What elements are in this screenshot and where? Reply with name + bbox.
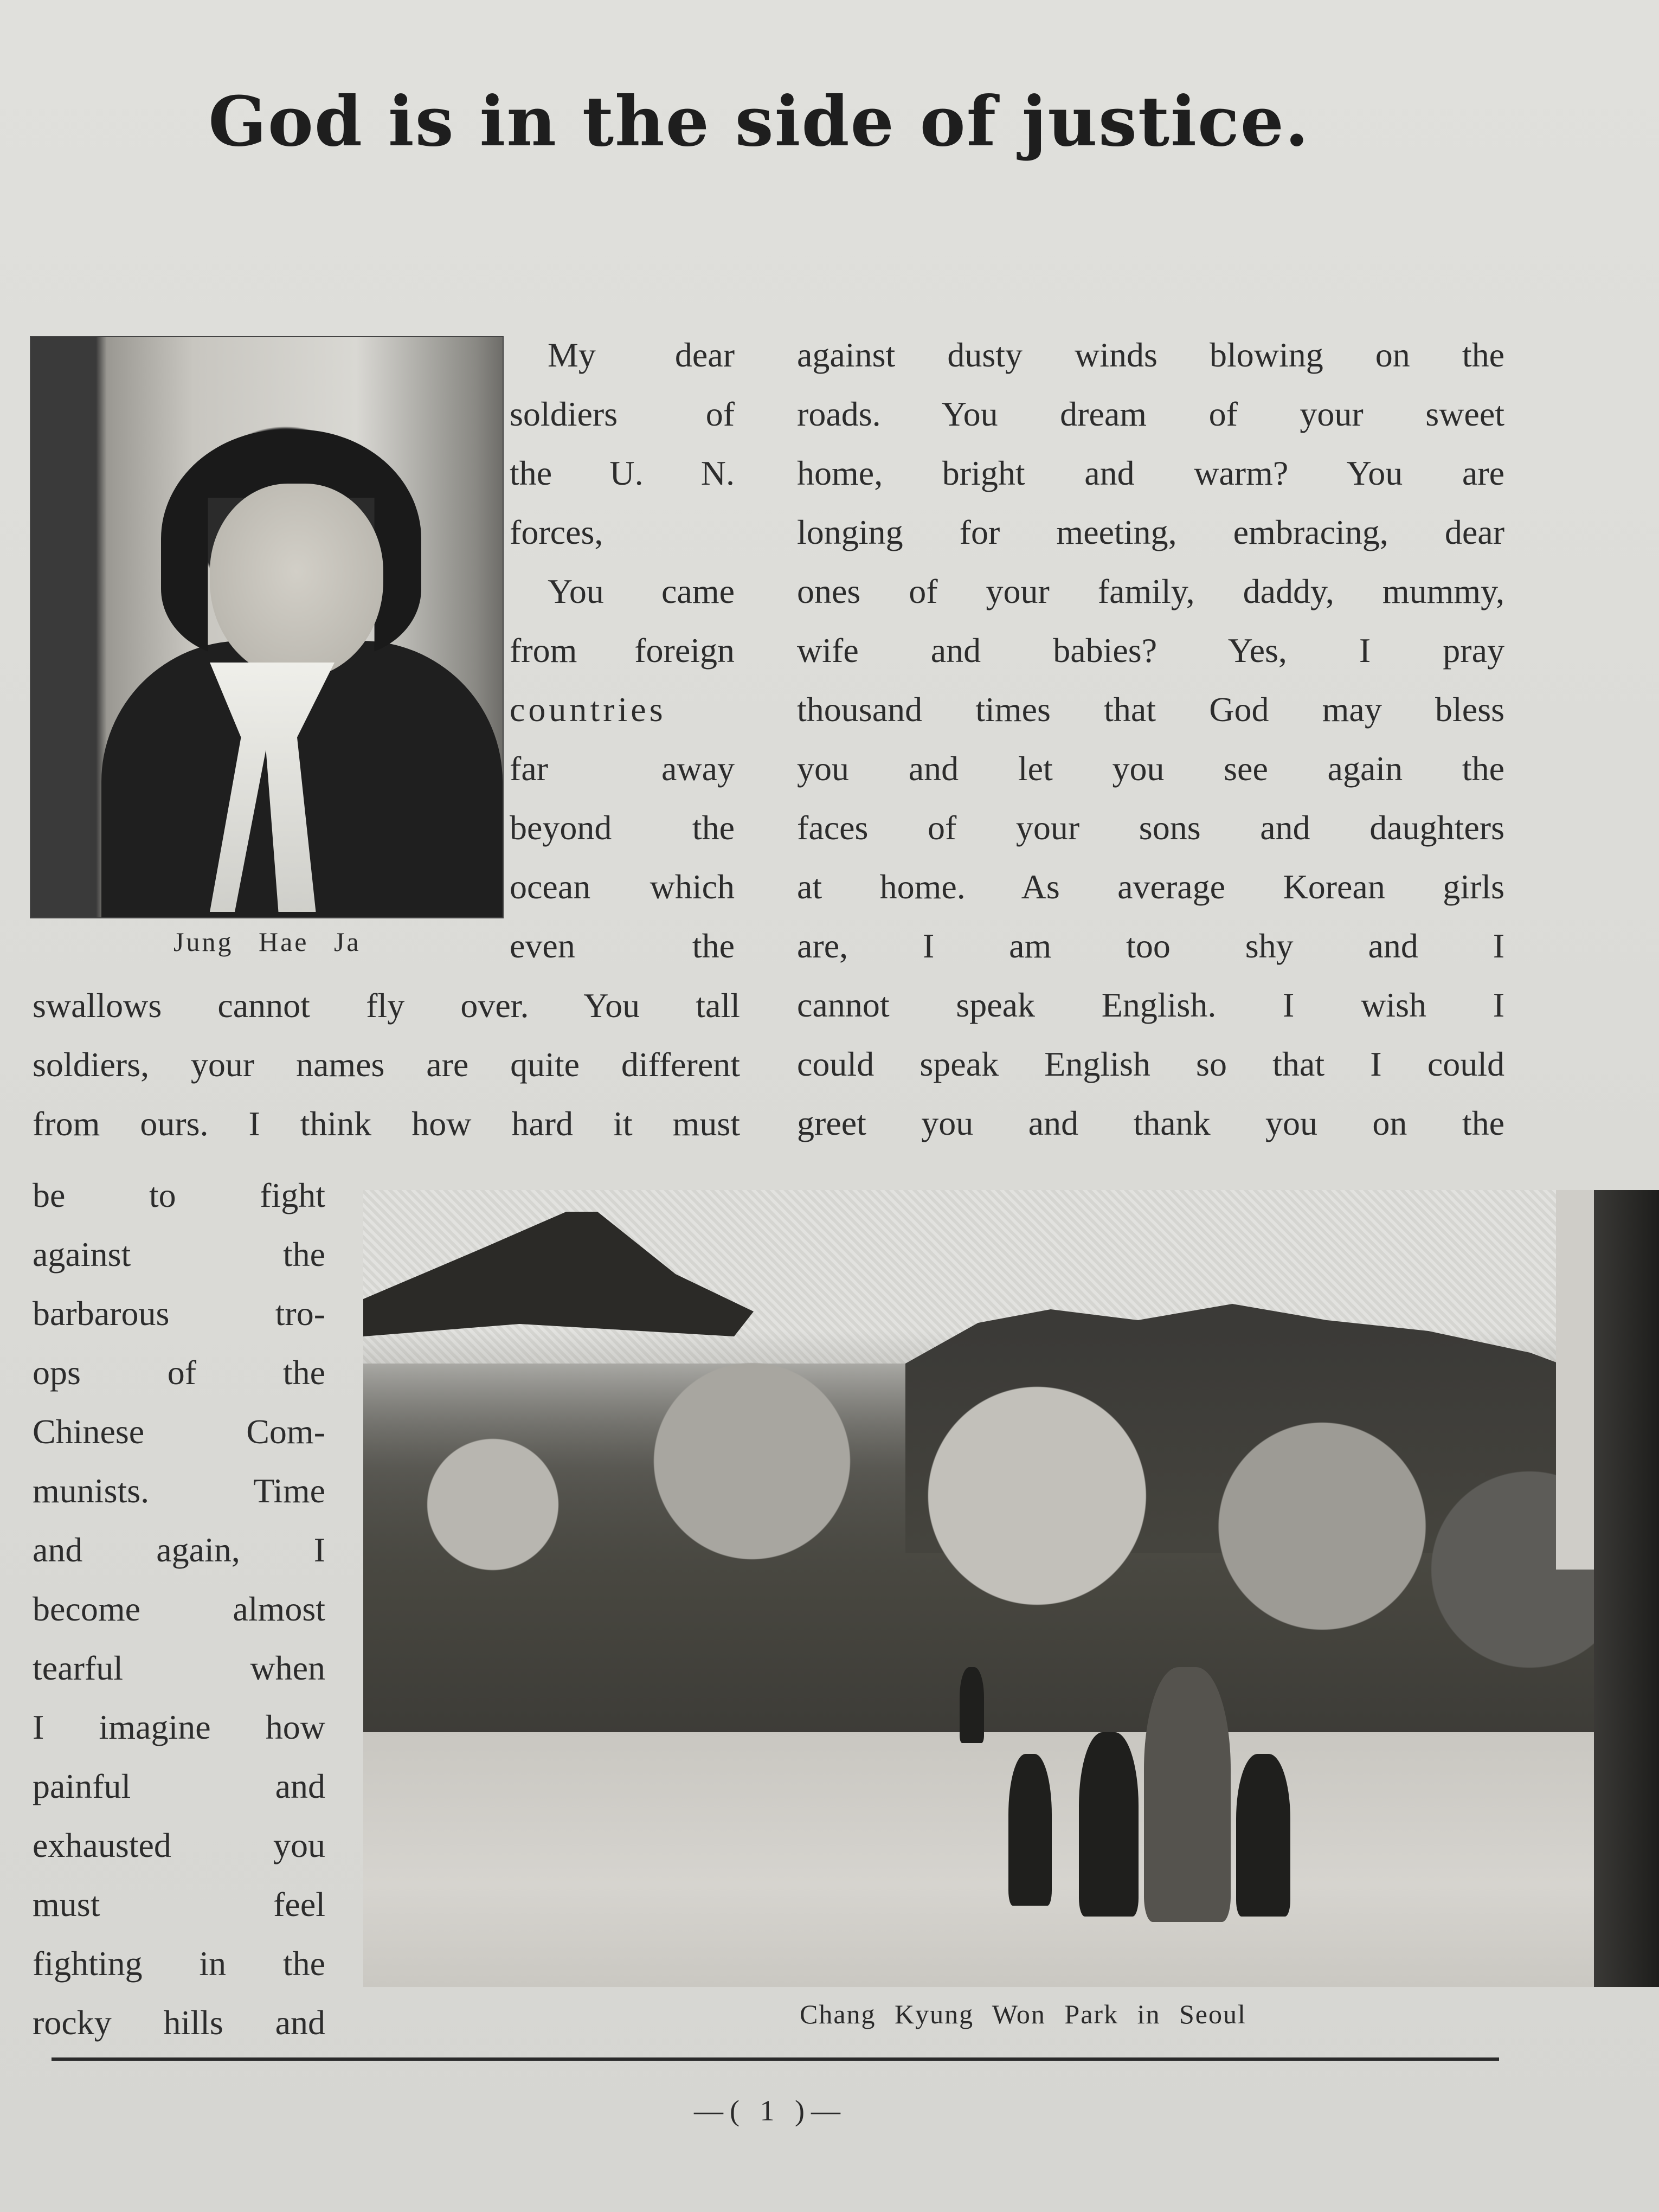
- text-line: against the: [33, 1235, 325, 1274]
- page-number: —( 1 )—: [694, 2094, 847, 2127]
- text-line: wife and babies? Yes, I pray: [797, 631, 1504, 670]
- text-line: could speak English so that I could: [797, 1045, 1504, 1083]
- text-line: be to fight: [33, 1176, 325, 1214]
- park-cherry-trees: [363, 1331, 1659, 1765]
- text-line: far away: [510, 749, 735, 788]
- text-line: barbarous tro-: [33, 1294, 325, 1333]
- text-line: you and let you see again the: [797, 749, 1504, 788]
- park-figure-distant: [960, 1667, 984, 1743]
- text-line: become almost: [33, 1590, 325, 1628]
- park-caption: Chang Kyung Won Park in Seoul: [800, 1999, 1246, 2029]
- text-line: from foreign: [510, 631, 735, 670]
- text-line: must feel: [33, 1885, 325, 1924]
- text-line: exhausted you: [33, 1826, 325, 1864]
- text-line: countries: [510, 690, 666, 729]
- text-line: I imagine how: [33, 1708, 325, 1746]
- article-title: God is in the side of justice.: [208, 81, 1310, 162]
- text-column-left-narrow: [33, 1166, 325, 2052]
- text-line: greet you and thank you on the: [797, 1104, 1504, 1142]
- text-line: beyond the: [510, 808, 735, 847]
- text-column-right: [797, 325, 1504, 1153]
- text-line: You came: [548, 572, 735, 610]
- text-line: swallows cannot fly over. You tall: [33, 986, 740, 1025]
- park-figure-child: [1079, 1732, 1139, 1917]
- text-line: against dusty winds blowing on the: [797, 336, 1504, 374]
- text-line: from ours. I think how hard it must: [33, 1104, 740, 1143]
- text-column-left-full: [33, 976, 740, 1153]
- text-line: ocean which: [510, 867, 735, 906]
- text-line: munists. Time: [33, 1471, 325, 1510]
- text-line: ones of your family, daddy, mummy,: [797, 572, 1504, 610]
- portrait-photo: [30, 336, 504, 918]
- text-line: roads. You dream of your sweet: [797, 395, 1504, 433]
- text-line: forces,: [510, 513, 603, 551]
- text-line: tearful when: [33, 1649, 325, 1687]
- text-line: soldiers of: [510, 395, 735, 433]
- park-figure-adult: [1144, 1667, 1231, 1922]
- text-line: soldiers, your names are quite different: [33, 1045, 740, 1084]
- park-gate-pillar: [1594, 1190, 1659, 1987]
- text-line: My dear: [548, 336, 735, 374]
- park-figure-child: [1008, 1754, 1052, 1906]
- text-line: are, I am too shy and I: [797, 927, 1504, 965]
- text-line: faces of your sons and daughters: [797, 808, 1504, 847]
- text-line: even the: [510, 927, 735, 965]
- park-gate-post: [1556, 1190, 1594, 1570]
- text-column-beside-portrait: [510, 325, 735, 975]
- portrait-caption: Jung Hae Ja: [173, 927, 361, 957]
- text-line: cannot speak English. I wish I: [797, 986, 1504, 1024]
- text-line: and again, I: [33, 1531, 325, 1569]
- text-line: thousand times that God may bless: [797, 690, 1504, 729]
- text-line: ops of the: [33, 1353, 325, 1392]
- text-line: fighting in the: [33, 1944, 325, 1983]
- text-line: painful and: [33, 1767, 325, 1805]
- text-line: rocky hills and: [33, 2003, 325, 2042]
- text-line: Chinese Com-: [33, 1412, 325, 1451]
- text-line: longing for meeting, embracing, dear: [797, 513, 1504, 551]
- text-line: at home. As average Korean girls: [797, 867, 1504, 906]
- park-photo: [363, 1190, 1659, 1987]
- portrait-face: [210, 484, 383, 679]
- text-line: the U. N.: [510, 454, 735, 492]
- text-line: home, bright and warm? You are: [797, 454, 1504, 492]
- park-figure-child: [1236, 1754, 1290, 1917]
- footer-rule: [52, 2057, 1499, 2061]
